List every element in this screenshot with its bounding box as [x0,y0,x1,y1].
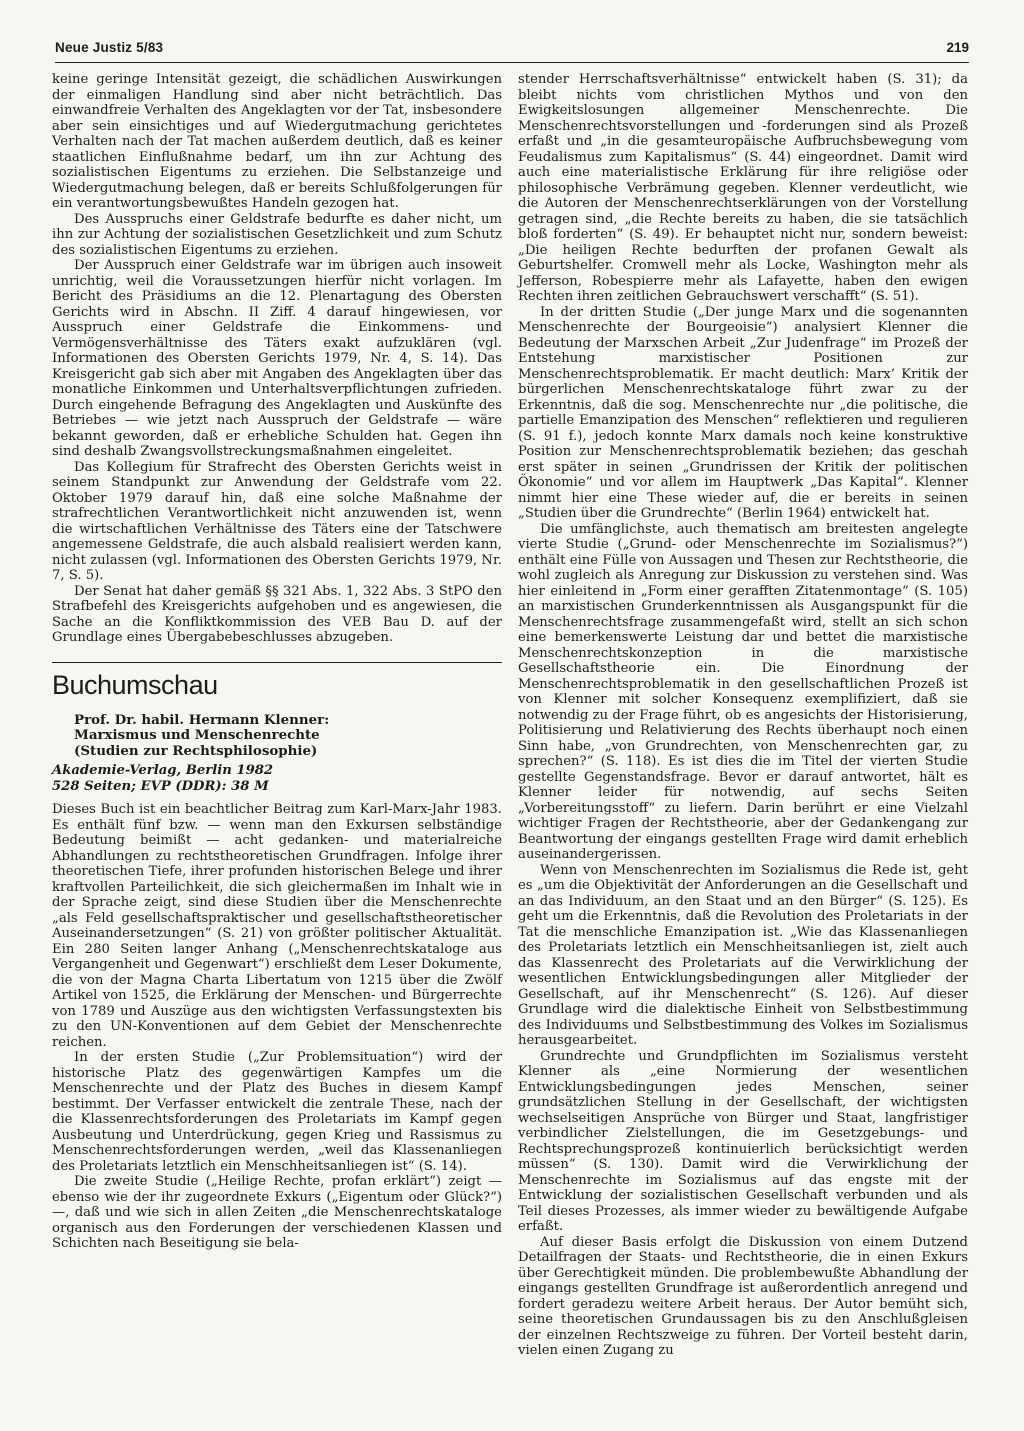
review-paragraph: Die zweite Studie („Heilige Rechte, profan erklärt“) zeigt — ebenso wie der ihr zugeordnete Exkurs („Eigentum oder Glück?“) —, daß und wie sich in allen Zeiten „die Menschenrechtskataloge organisch aus den Forderungen der verschiedenen Klassen und Schichten nach Beseitigung sie bela- [52,1174,502,1251]
paragraph: keine geringe Intensität gezeigt, die schädlichen Auswirkungen der einmaligen Handlung sind aber nicht beträchtlich. Das einwandfreie Verhalten des Angeklagten vor der Tat, insbesondere aber sein einsichtiges und auf Wiedergutmachung gerichtetes Verhalten nach der Tat machen außerdem deutlich, daß es keiner staatlichen Einflußnahme bedarf, um ihn zur Achtung des sozialistischen Eigentums zu erziehen. Die Selbstanzeige und Wiedergutmachung belegen, daß er bereits Schlußfolgerungen für ein verantwortungsbewußtes Handeln gezogen hat. [52,72,502,211]
section-heading-block [52,662,502,701]
paragraph: Der Ausspruch einer Geldstrafe war im übrigen auch insoweit unrichtig, weil die Voraussetzungen hierfür nicht vorlagen. Im Bericht des Präsidiums an die 12. Plenartagung des Obersten Gerichts wird in Abschn. II Ziff. 4 darauf hingewiesen, vor Ausspruch einer Geldstrafe die Einkommens- und Vermögensverhältnisse des Täters exakt aufzuklären (vgl. Informationen des Obersten Gerichts 1979, Nr. 4, S. 14). Das Kreisgericht gab sich aber mit Angaben des Angeklagten über das monatliche Einkommen und Unterhaltsverpflichtungen zufrieden. Durch eingehende Befragung des Angeklagten und Auskünfte des Betriebes — wie jetzt nach Ausspruch der Geldstrafe — wäre bekannt geworden, daß er erhebliche Schulden hat. Gegen ihn sind deshalb Zwangsvollstreckungsmaßnahmen eingeleitet. [52,258,502,459]
book-author: Prof. Dr. habil. Hermann Klenner: [74,711,330,728]
paragraph: Grundrechte und Grundpflichten im Sozialismus versteht Klenner als „eine Normierung der wesentlichen Entwicklungsbedingungen jedes Menschen, seiner grundsätzlichen Stellung in der Gesellschaft, der wichtigsten wechselseitigen Ansprüche von Bürger und Staat, langfristiger verbindlicher Zielstellungen, die im Gesetzgebungs- und Rechtsprechungsprozeß kontinuierlich berücksichtigt werden müssen“ (S. 130). Damit wird die Verwirklichung der Menschenrechte im Sozialismus auf das engste mit der Entwicklung der sozialistischen Gesellschaft verbunden und als Teil dieses Prozesses, als immer wieder zu bewältigende Aufgabe erfaßt. [518,1048,968,1234]
section-heading: Buchumschau [52,669,218,700]
publisher-details: 528 Seiten; EVP (DDR): 38 M [52,778,269,794]
book-publisher [52,763,502,794]
paragraph: Auf dieser Basis erfolgt die Diskussion von einem Dutzend Detailfragen der Staats- und Rechtstheorie, die in einen Exkurs über Gerechtigkeit münden. Die problembewußte Abhandlung der eingangs gestellten Grundfrage ist außerordentlich anregend und fordert geradezu weitere Arbeit heraus. Der Autor bemüht sich, seine theoretischen Grundaussagen bis zu den Anschlußgleisen der einzelnen Rechtszweige zu führen. Der Vorteil besteht darin, vielen einen Zugang zu [518,1234,968,1358]
book-title: Marxismus und Menschenrechte [74,727,320,743]
paragraph: In der dritten Studie („Der junge Marx und die sogenannten Menschenrechte der Bourgeoisie“) analysiert Klenner die Bedeutung der Marxschen Arbeit „Zur Judenfrage“ im Prozeß der Entstehung marxistischer Positionen zur Menschenrechtsproblematik. Er macht deutlich: Marx’ Kritik der bürgerlichen Menschenrechtskataloge führt zwar zu der Erkenntnis, daß die sog. Menschenrechte nur „die politische, die partielle Emanzipation des Menschen“ reflektieren und regulieren (S. 91 f.), jedoch konnte Marx damals noch keine konstruktive Position zur Menschenrechtsproblematik beziehen; das geschah erst später in seinen „Grundrissen der Kritik der politischen Ökonomie“ und vor allem im Hauptwerk „Das Kapital“. Klenner nimmt hier eine These wieder auf, die er bereits in seinen „Studien über die Grundrechte“ (Berlin 1964) entwickelt hat. [518,304,968,521]
paragraph: stender Herrschaftsverhältnisse“ entwickelt haben (S. 31); da bleibt nichts vom christlichen Mythos und von den Ewigkeitslosungen allgemeiner Menschenrechte. Die Menschenrechtsvorstellungen und -forderungen sind als Prozeß erfaßt und „in die gesamteuropäische Aufbruchsbewegung vom Feudalismus zum Kapitalismus“ (S. 44) eingeordnet. Damit wird auch eine materialistische Erklärung für ihre religiöse oder philosophische Verbrämung gegeben. Klenner verdeutlicht, wie die Autoren der Menschenrechtserklärungen von der Vorstellung getragen sind, „die Rechte bereits zu haben, die sie tatsächlich bloß forderten“ (S. 49). Er behauptet nicht nur, sondern beweist: „Die heiligen Rechte bedurften der profanen Gewalt als Geburtshelfer. Cromwell mehr als Locke, Washington mehr als Jefferson, Robespierre mehr als Lafayette, haben den ewigen Rechten ihren zeitlichen Gebrauchswert verschafft“ (S. 51). [518,72,968,304]
paragraph: Das Kollegium für Strafrecht des Obersten Gerichts weist in seinem Standpunkt zur Anwendung der Geldstrafe vom 22. Oktober 1979 darauf hin, daß eine solche Maßnahme der strafrechtlichen Verantwortlichkeit nicht anzuwenden ist, wenn die wirtschaftlichen Verhältnisse des Täters eine der Tatschwere angemessene Geldstrafe, die auch alsbald realisiert werden kann, nicht zulassen (vgl. Informationen des Obersten Gerichts 1979, Nr. 7, S. 5). [52,459,502,583]
journal-title: Neue Justiz 5/83 [55,40,164,55]
left-column [52,72,502,1252]
page-header [55,40,969,62]
page-number: 219 [946,40,969,55]
header-rule [55,62,969,63]
paragraph: Der Senat hat daher gemäß §§ 321 Abs. 1, 322 Abs. 3 StPO den Strafbefehl des Kreisgerichts aufgehoben und es angewiesen, die Sache an die Konfliktkommission des VEB Bau D. auf der Grundlage eines Übergabebeschlusses abzugeben. [52,583,502,645]
book-subtitle: (Studien zur Rechtsphilosophie) [74,742,318,759]
right-column [518,72,968,1359]
paragraph: Wenn von Menschenrechten im Sozialismus die Rede ist, geht es „um die Objektivität der Anforderungen an die Gesellschaft und an das Individuum, an den Staat und an den Bürger“ (S. 125). Es geht um die Erkenntnis, daß die Revolution des Proletariats in der Tat die menschliche Emanzipation ist. „Wie das Klassenanliegen des Proletariats letztlich ein Menschheitsanliegen ist, zielt auch das Klassenrecht des Proletariats auf die Verwirklichung der wesentlichen Entwicklungsbedingungen aller Mitglieder der Gesellschaft, auf ihr Menschenrecht“ (S. 126). Auf dieser Grundlage wird die dialektische Einheit von Selbstbestimmung des Individuums und Selbstbestimmung des Volkes im Sozialismus herausgearbeitet. [518,862,968,1048]
book-citation [52,713,502,795]
paragraph: Des Ausspruchs einer Geldstrafe bedurfte es daher nicht, um ihn zur Achtung der sozialistischen Gesetzlichkeit und zum Schutz des sozialistischen Eigentums zu erziehen. [52,211,502,258]
paragraph: Die umfänglichste, auch thematisch am breitesten angelegte vierte Studie („Grund- oder Menschenrechte im Sozialismus?“) enthält eine Fülle von Aussagen und Thesen zur Rechtstheorie, die wohl zugleich als Anregung zur Diskussion zu verstehen sind. Was hier einleitend in „Form einer gerafften Zitatenmontage“ (S. 105) an marxistischen Grunderkenntnissen als Ausgangspunkt für die Menschenrechtsfrage zusammengefaßt wird, stellt an sich schon eine bemerkenswerte Leistung dar und bettet die marxistische Menschenrechtskonzeption in die marxistische Gesellschaftstheorie ein. Die Einordnung der Menschenrechtsproblematik in den gesellschaftlichen Prozeß ist von Klenner mit solcher Konsequenz exemplifiziert, daß sie notwendig zu der Frage führt, ob es angesichts der Historisierung, Politisierung und Relativierung des Rechts überhaupt noch einen Sinn habe, „von Grundrechten, von Menschenrechten gar, zu sprechen?“ (S. 118). Es ist dies die im Titel der vierten Studie gestellte Gegenstandsfrage. Bevor er darauf antwortet, hält es Klenner leider für notwendig, auf sechs Seiten „Vorbereitungsstoff“ zu liefern. Darin berührt er eine Vielzahl wichtiger Fragen der Rechtstheorie, aber der Gedankengang zur Beantwortung der eingangs gestellten Frage wird damit erheblich auseinandergerissen. [518,521,968,862]
review-paragraph: In der ersten Studie („Zur Problemsituation“) wird der historische Platz des gegenwärtigen Kampfes um die Menschenrechte und der Platz des Buches in diesem Kampf bestimmt. Der Verfasser entwickelt die zentrale These, nach der die Klassenrechtsforderungen des Proletariats im Kampf gegen Ausbeutung und Unterdrückung, gegen Krieg und Rassismus zu Menschenrechtsforderungen werden, „weil das Klassenanliegen des Proletariats letztlich ein Menschheitsanliegen ist“ (S. 14). [52,1050,502,1174]
publisher-line: Akademie-Verlag, Berlin 1982 [52,763,274,778]
review-paragraph: Dieses Buch ist ein beachtlicher Beitrag zum Karl-Marx-Jahr 1983. Es enthält fünf bzw. — wenn man den Exkursen selbständige Bedeutung beimißt — acht gedanken- und materialreiche Abhandlungen zu rechtstheoretischen Grundfragen. Infolge ihrer theoretischen Tiefe, ihrer profunden historischen Belege und ihrer kraftvollen Parteilichkeit, die sich gleichermaßen im Inhalt wie in der Sprache zeigt, sind diese Studien über die Menschenrechte „als Feld gesellschaftspraktischer und gesellschaftstheoretischer Auseinandersetzungen“ (S. 21) von größter politischer Aktualität. Ein 280 Seiten langer Anhang („Menschenrechtskataloge aus Vergangenheit und Gegenwart“) erschließt dem Leser Dokumente, die von der Magna Charta Libertatum von 1215 über die Zwölf Artikel von 1525, die Erklärung der Menschen- und Bürgerrechte von 1789 und Auszüge aus den wichtigsten Verfassungstexten bis zu den UN-Konventionen auf dem Gebiet der Menschenrechte reichen. [52,802,502,1050]
